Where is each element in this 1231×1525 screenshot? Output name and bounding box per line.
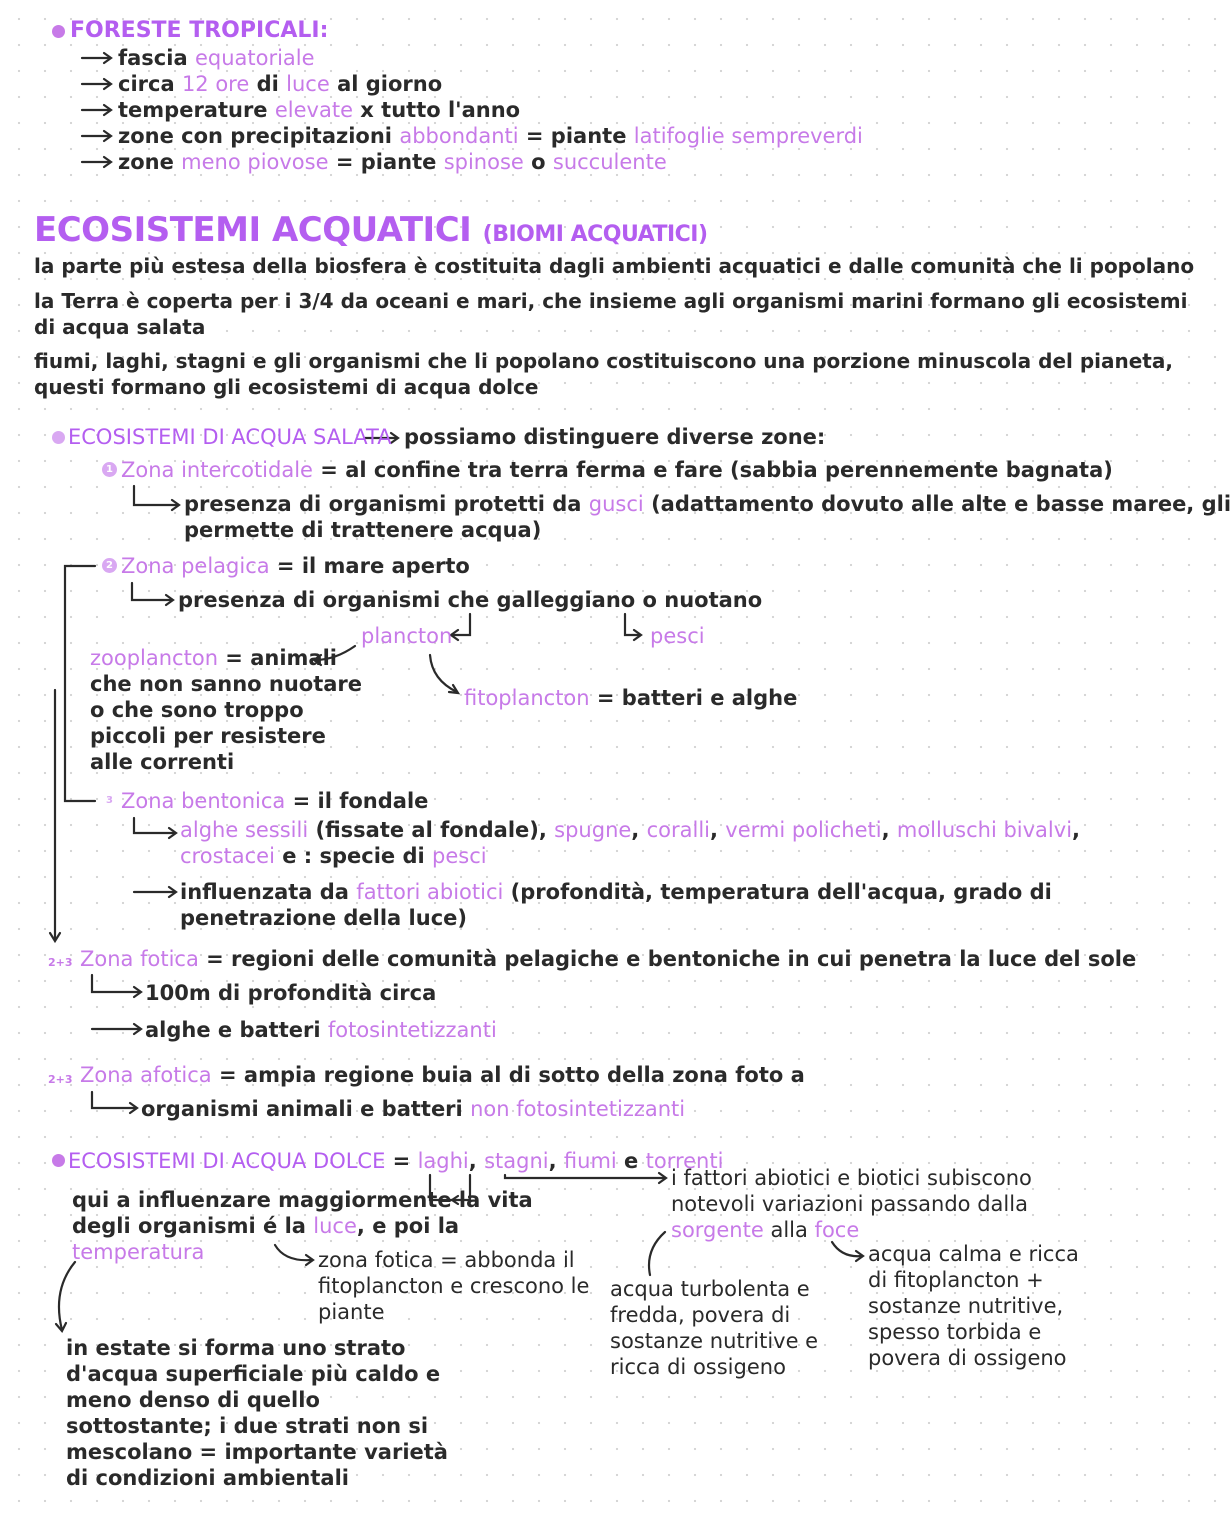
bullet-dot <box>52 431 65 444</box>
bullet-dot <box>52 25 65 38</box>
fotica-desc-1: 100m di profondità circa <box>145 981 437 1005</box>
salata-heading: ECOSISTEMI DI ACQUA SALATA <box>68 425 392 449</box>
dolce-right-3: sorgente alla foce <box>671 1218 860 1242</box>
foreste-line-4: zone con precipitazioni abbondanti = piante latifoglie sempreverdi <box>118 124 863 148</box>
zona-pelagica: Zona pelagica = il mare aperto <box>121 554 470 578</box>
bentonica-desc-1: alghe sessili (fissate al fondale), spugne, coralli, vermi policheti, molluschi bivalvi, <box>180 818 1081 842</box>
zoo-desc-4: alle correnti <box>90 750 235 774</box>
sorgente-desc-4: ricca di ossigeno <box>610 1355 786 1379</box>
zoo-desc-3: piccoli per resistere <box>90 724 326 748</box>
dolce-heading: ECOSISTEMI DI ACQUA DOLCE = laghi, stagni, fiumi e torrenti <box>68 1149 724 1173</box>
pesci-label: pesci <box>650 624 705 648</box>
foreste-line-2: circa 12 ore di luce al giorno <box>118 72 443 96</box>
estate-5: mescolano = importante varietà <box>66 1440 448 1464</box>
zone-number: 1 <box>102 462 117 477</box>
dolce-right-1: i fattori abiotici e biotici subiscono <box>671 1166 1032 1190</box>
acquatici-p2b: di acqua salata <box>34 315 206 339</box>
foreste-line-3: temperature elevate x tutto l'anno <box>118 98 521 122</box>
afotica-desc: organismi animali e batteri non fotosintetizzanti <box>141 1097 686 1121</box>
acquatici-p3b: questi formano gli ecosistemi di acqua dolce <box>34 375 539 399</box>
dolce-fotica-2: fitoplancton e crescono le <box>318 1274 590 1298</box>
plancton-label: plancton <box>361 624 453 648</box>
zona-afotica: Zona afotica = ampia regione buia al di sotto della zona foto a <box>80 1063 805 1087</box>
foce-desc-3: sostanze nutritive, <box>868 1294 1064 1318</box>
estate-6: di condizioni ambientali <box>66 1466 349 1490</box>
salata-heading-note: possiamo distinguere diverse zone: <box>404 425 826 449</box>
zooplancton: zooplancton = animali <box>90 646 337 670</box>
zoo-desc-2: o che sono troppo <box>90 698 304 722</box>
estate-4: sottostante; i due strati non si <box>66 1414 429 1438</box>
dolce-fotica-1: zona fotica = abbonda il <box>318 1248 575 1272</box>
dolce-left-2: degli organismi é la luce, e poi la <box>72 1214 460 1238</box>
foreste-heading: FORESTE TROPICALI: <box>70 18 329 43</box>
acquatici-p1: la parte più estesa della biosfera è costituita dagli ambienti acquatici e dalle comunità che li popolano <box>34 254 1195 278</box>
sorgente-desc-3: sostanze nutritive e <box>610 1329 819 1353</box>
dolce-fotica-3: piante <box>318 1300 385 1324</box>
zona-bentonica: Zona bentonica = il fondale <box>121 789 429 813</box>
estate-3: meno denso di quello <box>66 1388 320 1412</box>
page-title: ECOSISTEMI ACQUATICI (BIOMI ACQUATICI) <box>34 210 708 250</box>
zona-intercotidale: Zona intercotidale = al confine tra terra ferma e fare (sabbia perennemente bagnata) <box>121 458 1113 482</box>
bentonica-desc-2: crostacei e : specie di pesci <box>180 844 487 868</box>
zoo-desc-1: che non sanno nuotare <box>90 672 363 696</box>
acquatici-p3a: fiumi, laghi, stagni e gli organismi che li popolano costituiscono una porzione minuscola del pianeta, <box>34 349 1173 373</box>
zona-fotica: Zona fotica = regioni delle comunità pelagiche e bentoniche in cui penetra la luce del sole <box>80 947 1137 971</box>
fotica-desc-2: alghe e batteri fotosintetizzanti <box>145 1018 497 1042</box>
sorgente-desc-1: acqua turbolenta e <box>610 1277 810 1301</box>
foce-desc-4: spesso torbida e <box>868 1320 1042 1344</box>
foreste-line-1: fascia equatoriale <box>118 46 315 70</box>
estate-1: in estate si forma uno strato <box>66 1336 406 1360</box>
bentonica-desc-3: influenzata da fattori abiotici (profondità, temperatura dell'acqua, grado di <box>180 880 1052 904</box>
acquatici-p2a: la Terra è coperta per i 3/4 da oceani e mari, che insieme agli organismi marini formano gli ecosistemi <box>34 289 1188 313</box>
bullet-dot <box>52 1154 65 1167</box>
intercotidale-desc-2: permette di trattenere acqua) <box>184 518 542 542</box>
dolce-left-3: temperatura <box>72 1240 205 1264</box>
bentonica-desc-4: penetrazione della luce) <box>180 906 467 930</box>
dolce-right-2: notevoli variazioni passando dalla <box>671 1192 1028 1216</box>
sorgente-desc-2: fredda, povera di <box>610 1303 791 1327</box>
intercotidale-desc-1: presenza di organismi protetti da gusci (adattamento dovuto alle alte e basse maree, gli <box>184 492 1231 516</box>
foce-desc-5: povera di ossigeno <box>868 1346 1067 1370</box>
foce-desc-2: di fitoplancton + <box>868 1268 1044 1292</box>
zone-number: 3 <box>102 793 117 808</box>
fitoplancton: fitoplancton = batteri e alghe <box>464 686 798 710</box>
dolce-left-1: qui a influenzare maggiormente la vita <box>72 1188 533 1212</box>
zone-number: 2+3 <box>48 956 73 969</box>
zone-number: 2 <box>102 558 117 573</box>
foce-desc-1: acqua calma e ricca <box>868 1242 1079 1266</box>
zone-number: 2+3 <box>48 1073 73 1086</box>
foreste-line-5: zone meno piovose = piante spinose o succulente <box>118 150 667 174</box>
estate-2: d'acqua superficiale più caldo e <box>66 1362 441 1386</box>
pelagica-desc: presenza di organismi che galleggiano o nuotano <box>178 588 763 612</box>
